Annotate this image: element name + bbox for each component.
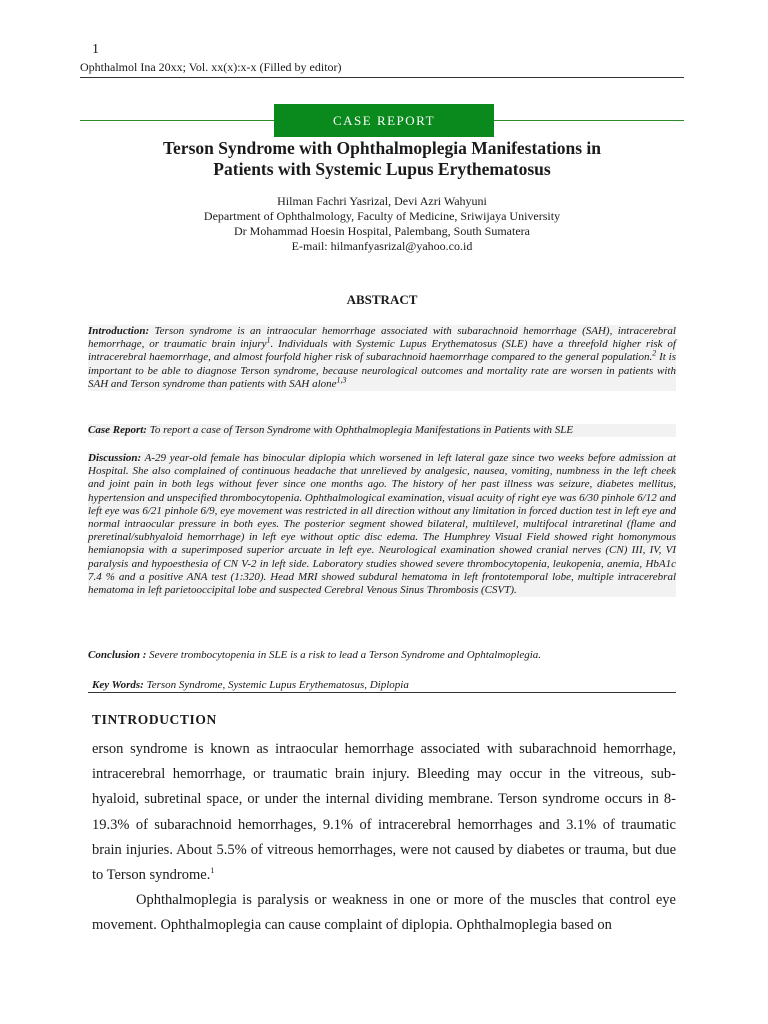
introduction-text-a: Terson syndrome is an intraocular hemorrhage associated with subarachnoid hemorrhage (SAH), intracerebral hemorrhage, or traumatic brain injury [88,325,676,351]
introduction-paragraph-1 [92,737,676,888]
author-names: Hilman Fachri Yasrizal, Devi Azri Wahyuni [277,194,487,208]
introduction-body [92,737,676,939]
paragraph-1-text: erson syndrome is known as intraocular hemorrhage associated with subarachnoid hemorrhage, intracerebral hemorrhage, or traumatic brain injury. Bleeding may occur in the vitreous, sub-hyaloid, subretinal space, or under the internal dividing membrane. Terson syndrome occurs in 8-19.3% of subarachnoid hemorrhages, 9.1% of intracerebral hemorrhages and 3.1% of traumatic brain injuries. About 5.5% of vitreous hemorrhages, were not caused by diabetes or trauma, but due to Terson syndrome. [92,741,676,884]
author-block [80,194,684,254]
case-report-badge: CASE REPORT [274,104,494,137]
abstract-introduction [88,325,676,391]
article-title [80,138,684,180]
introduction-paragraph-2: Ophthalmoplegia is paralysis or weakness in one or more of the muscles that control eye movement. Ophthalmoplegia can cause complaint of diplopia. Ophthalmoplegia based on [92,892,676,934]
abstract-discussion [88,452,676,597]
introduction-text-b: . Individuals with Systemic Lupus Erythematosus (SLE) have a threefold higher risk of intracerebral haemorrhage, and almost fourfold higher risk of subarachnoid haemorrhage compared to the general population. [88,338,676,364]
discussion-text: A-29 year-old female has binocular diplopia which worsened in left lateral gaze since two weeks before admission at Hospital. She also complained of continuous headache that unrelieved by analgesic, nausea, vomiting, numbness in the left cheek and joint pain in both legs without fever since one months ago. The history of her past illness was seizure, diabetes mellitus, hypertension and unspecified thrombocytopenia. Ophthalmological examination, visual acuity of right eye was 6/30 pinhole 6/12 and left eye was 6/21 pinhole 6/9, eye movement was restricted in all direction without any limitation in forced duction test in left eye and normal intraocular pressure in both eyes. The posterior segment showed bilateral, multilevel, multifocal intraretinal (flame and preretinal/subhyaloid hemorrhage) in left eye without optic disc edema. The Humphrey Visual Field showed right homonymous hemianopsia with a superimposed superior arcuate in left eye. Neurological examination showed cranial nerves (CN) III, IV, VI paralysis and hypoesthesia of CN V-2 in left side. Laboratory studies showed severe thrombocytopenia, leukopenia, anemia, HbA1c 7.4 % and a positive ANA test (1:320). Head MRI showed subdural hematoma in left frontotemporal lobe, multiple intracerebral hematoma in left parietooccipital lobe and suspected Cerebral Venous Sinus Thrombosis (CSVT). [88,452,676,597]
abstract-keywords [92,678,676,692]
header-divider [80,77,684,78]
introduction-text-c: It is important to be able to diagnose Terson syndrome, because neurological outcomes and mortality rate are worsen in patients with SAH and Terson syndrome than patients with SAH alone [88,351,676,390]
author-email: E-mail: hilmanfyasrizal@yahoo.co.id [291,239,473,253]
introduction-citation-2: 2 [652,348,657,358]
journal-citation: Ophthalmol Ina 20xx; Vol. xx(x):x-x (Filled by editor) [80,60,342,74]
keywords-divider [88,692,676,693]
conclusion-text: Severe trombocytopenia in SLE is a risk to lead a Terson Syndrome and Ophtalmoplegia. [146,649,542,661]
case-report-text: To report a case of Terson Syndrome with Ophthalmoplegia Manifestations in Patients with SLE [146,424,574,436]
abstract-conclusion [88,649,676,662]
introduction-heading: TINTRODUCTION [92,712,217,727]
author-hospital: Dr Mohammad Hoesin Hospital, Palembang, South Sumatera [234,224,530,238]
abstract-case-report [88,424,676,437]
keywords-label: Key Words: [92,679,144,691]
keywords-text: Terson Syndrome, Systemic Lupus Erythematosus, Diplopia [143,679,409,691]
title-line-2: Patients with Systemic Lupus Erythematosus [213,159,551,179]
conclusion-label: Conclusion : [88,649,147,661]
introduction-citation-3: 1,3 [336,375,347,385]
introduction-citation-1: 1 [266,335,271,345]
page-number: 1 [92,42,99,57]
paragraph-1-citation: 1 [210,866,215,876]
title-line-1: Terson Syndrome with Ophthalmoplegia Manifestations in [162,138,602,158]
author-affiliation: Department of Ophthalmology, Faculty of Medicine, Sriwijaya University [203,209,561,223]
abstract-heading: ABSTRACT [346,292,418,307]
introduction-label: Introduction: [88,325,150,337]
case-report-label: Case Report: [88,424,147,436]
discussion-label: Discussion: [88,452,142,464]
